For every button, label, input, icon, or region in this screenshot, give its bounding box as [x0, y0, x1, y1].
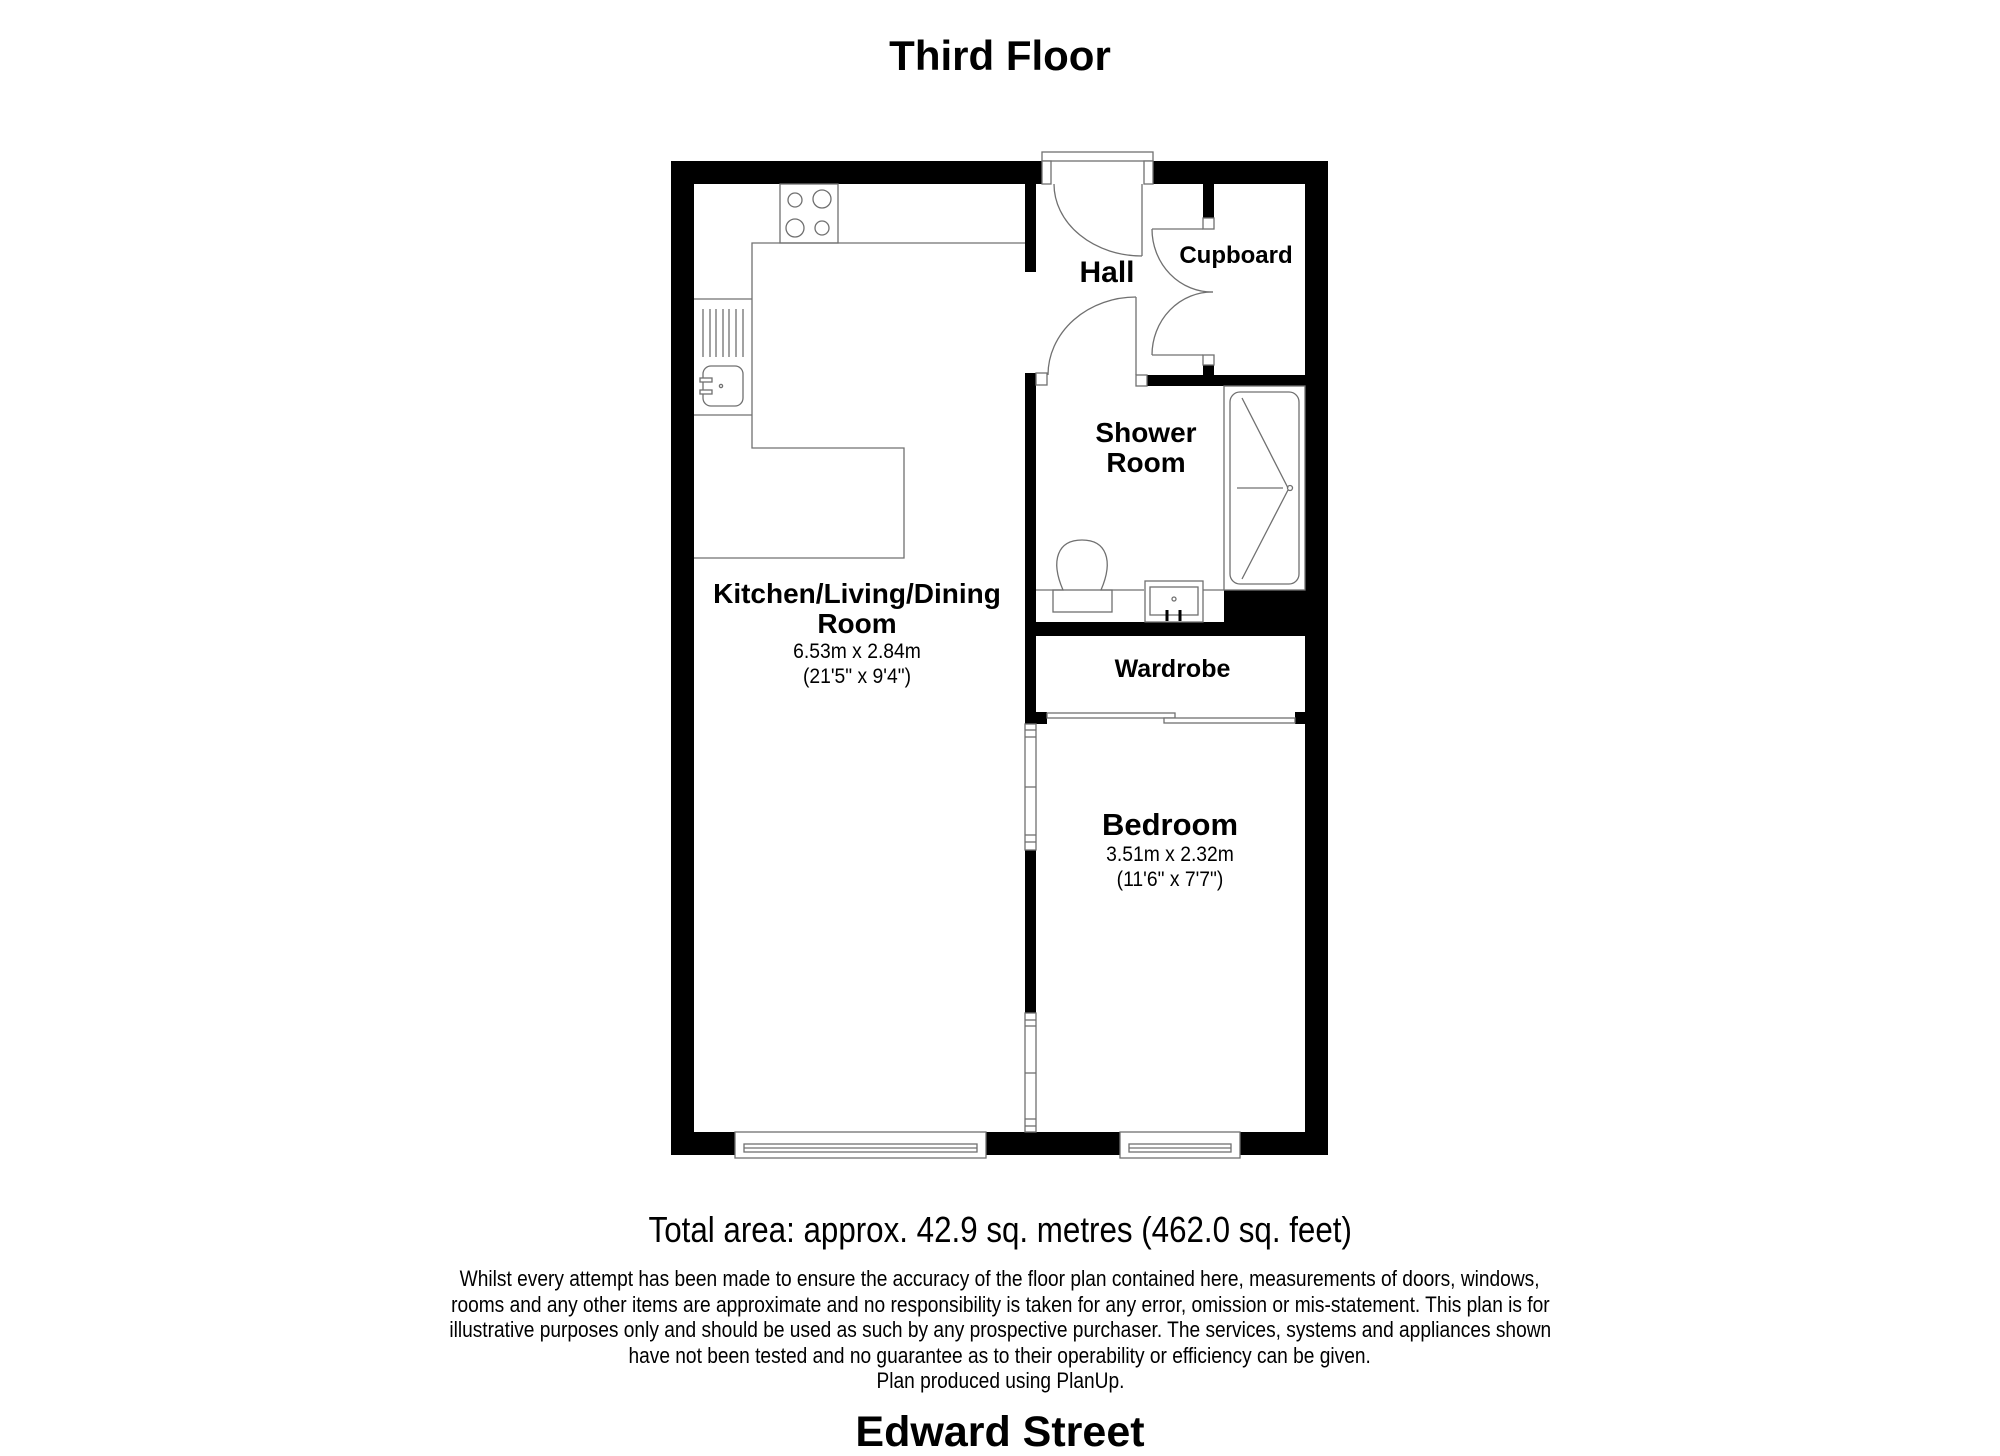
- bedroom-dimensions-metric: 3.51m x 2.32m: [1106, 843, 1234, 866]
- disclaimer-line-1: Whilst every attempt has been made to ensure the accuracy of the floor plan contained here, measurements of doors, windows,: [460, 1266, 1540, 1291]
- room-label-bedroom: [1070, 808, 1270, 892]
- wardrobe-slider-left: [1047, 713, 1175, 718]
- wardrobe-jamb-right: [1295, 712, 1305, 724]
- wall-left: [671, 161, 694, 1155]
- street-name: Edward Street: [855, 1408, 1145, 1456]
- kitchen-name-line2: Room: [817, 608, 897, 639]
- disclaimer: [0, 1266, 2000, 1394]
- total-area-text: Total area: approx. 42.9 sq. metres (462.0 sq. feet): [648, 1209, 1352, 1250]
- bedroom-name: Bedroom: [1101, 807, 1239, 842]
- wall-top-right: [1153, 161, 1328, 184]
- wall-right: [1305, 161, 1328, 1155]
- total-area: [0, 1210, 2000, 1250]
- disclaimer-line-3: illustrative purposes only and should be used as such by any prospective purchaser. The services, systems and appliances shown: [449, 1317, 1551, 1342]
- disclaimer-line-4: have not been tested and no guarantee as to their operability or efficiency can be given.: [628, 1342, 1372, 1368]
- kitchen-name-line1: Kitchen/Living/Dining: [713, 578, 1001, 609]
- room-label-kitchen: [707, 579, 1007, 689]
- entrance-frame: [1042, 152, 1153, 161]
- entrance-door-swing: [1054, 184, 1142, 256]
- wall-kitchen-hall-upper: [1025, 184, 1036, 272]
- floor-title: Third Floor: [889, 32, 1111, 79]
- shower-door-swing: [1048, 297, 1136, 375]
- window-kitchen: [735, 1132, 986, 1158]
- wall-shower-block: [1224, 590, 1305, 622]
- disclaimer-line-5: Plan produced using PlanUp.: [876, 1368, 1124, 1393]
- room-label-cupboard: Cupboard: [1179, 242, 1293, 269]
- wall-hall-shower: [1147, 375, 1305, 386]
- wall-cupboard-upper: [1203, 184, 1214, 218]
- kitchen-counter: [694, 243, 1025, 558]
- kitchen-dimensions-metric: 6.53m x 2.84m: [793, 640, 921, 663]
- shower-name-line2: Room: [1106, 447, 1186, 478]
- bedroom-dimensions-imperial: (11'6" x 7'7"): [1116, 868, 1224, 891]
- toilet: [1036, 540, 1144, 590]
- cupboard-door-lower-swing: [1152, 292, 1213, 355]
- disclaimer-line-2: rooms and any other items are approximate and no responsibility is taken for any error, omission or mis-statement. This plan is for: [450, 1291, 1550, 1317]
- shower-name-line1: Shower: [1095, 417, 1197, 448]
- wardrobe-jamb-left: [1025, 712, 1047, 724]
- wall-top-left: [671, 161, 1042, 184]
- room-label-wardrobe: Wardrobe: [1114, 655, 1231, 683]
- kitchen-dimensions-imperial: (21'5" x 9'4"): [802, 665, 912, 688]
- room-label-hall: Hall: [1079, 256, 1135, 289]
- wall-shower-wardrobe: [1036, 622, 1305, 636]
- wardrobe-slider-right: [1164, 718, 1295, 723]
- room-label-shower-room: [1066, 418, 1226, 478]
- wall-bedroom-partition: [1025, 850, 1036, 1013]
- window-bedroom: [1120, 1132, 1240, 1158]
